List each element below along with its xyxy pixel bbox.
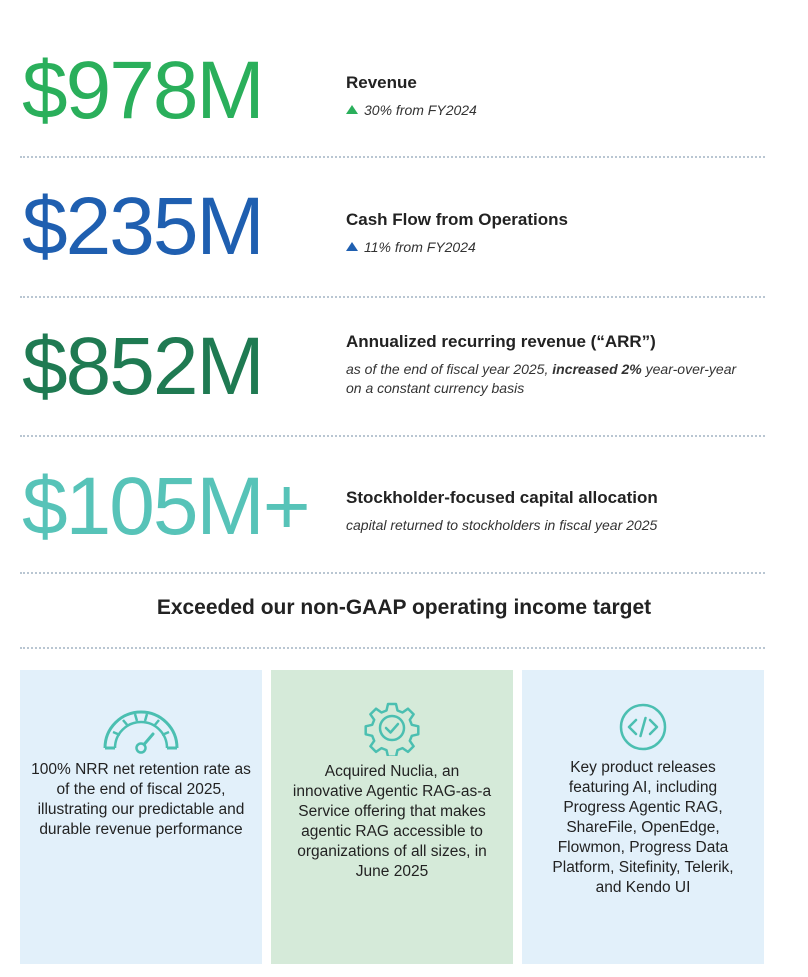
metric-label — [346, 210, 766, 257]
code-icon — [618, 702, 668, 752]
divider — [20, 572, 765, 574]
gear-check-icon — [364, 700, 420, 756]
card-product-releases — [522, 670, 764, 964]
card-acquisition — [271, 670, 513, 964]
metric-title: Stockholder-focused capital allocation — [346, 488, 658, 507]
metric-subtitle: 11% from FY2024 — [346, 238, 766, 257]
metric-subtitle: as of the end of fiscal year 2025, increased 2% year-over-year on a constant currency basis — [346, 361, 737, 396]
metric-cash-flow — [0, 178, 808, 278]
divider — [20, 296, 765, 298]
metric-value: $105M+ — [22, 461, 309, 552]
triangle-up-icon — [346, 242, 358, 251]
metric-arr — [0, 318, 808, 418]
card-text: Acquired Nuclia, an innovative Agentic RAG-as-a Service offering that makes agentic RAG accessible to organizations of all sizes, in June 2025 — [292, 763, 492, 880]
metric-subtitle: 30% from FY2024 — [346, 101, 766, 120]
metric-value: $235M — [22, 181, 263, 272]
metric-title: Revenue — [346, 73, 417, 92]
metric-label — [346, 332, 746, 398]
metric-label — [346, 73, 766, 120]
section-heading: Exceeded our non-GAAP operating income target — [156, 596, 652, 619]
metric-subtitle: capital returned to stockholders in fiscal year 2025 — [346, 517, 658, 533]
card-nrr — [20, 670, 262, 964]
divider — [20, 435, 765, 437]
triangle-up-icon — [346, 105, 358, 114]
card-text: 100% NRR net retention rate as of the end of fiscal 2025, illustrating our predictable and durable revenue performance — [31, 761, 251, 838]
metric-value: $852M — [22, 321, 263, 412]
metric-label — [346, 488, 766, 535]
card-text: Key product releases featuring AI, including Progress Agentic RAG, ShareFile, OpenEdge, Flowmon, Progress Data Platform, Sitefinity, Telerik, and Kendo UI — [552, 759, 734, 896]
metric-capital-allocation — [0, 458, 808, 558]
metric-title: Annualized recurring revenue (“ARR”) — [346, 332, 656, 351]
speedometer-icon — [101, 704, 181, 756]
metric-revenue — [0, 40, 808, 140]
divider — [20, 156, 765, 158]
metric-title: Cash Flow from Operations — [346, 210, 568, 229]
divider — [20, 647, 765, 649]
metric-value: $978M — [22, 45, 263, 136]
